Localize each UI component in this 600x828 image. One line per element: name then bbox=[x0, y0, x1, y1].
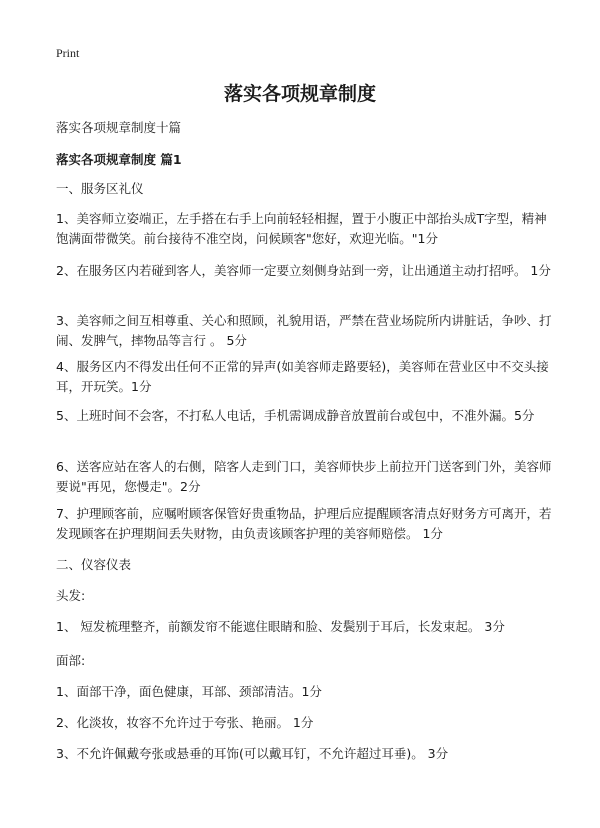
document-title: 落实各项规章制度 bbox=[223, 83, 376, 105]
face-rule-1: 1、面部干净，面色健康，耳部、颈部清洁。1分 bbox=[56, 684, 322, 699]
subheading-hair: 头发: bbox=[56, 588, 86, 603]
rule-6: 6、送客应站在客人的右侧，陪客人走到门口，美容师快步上前拉开门送客到门外，美容师要说"再见，您慢走"。2分 bbox=[56, 459, 552, 494]
face-rule-3: 3、不允许佩戴夸张或悬垂的耳饰(可以戴耳钉，不允许超过耳垂)。 3分 bbox=[56, 746, 449, 761]
document-subtitle: 落实各项规章制度十篇 bbox=[56, 120, 182, 135]
subheading-face: 面部: bbox=[56, 653, 86, 668]
heading-appearance: 二、仪容仪表 bbox=[56, 557, 132, 572]
rule-4: 4、服务区内不得发出任何不正常的异声(如美容师走路要轻)，美容师在营业区中不交头接耳，开玩笑。1分 bbox=[56, 359, 549, 394]
heading-service-etiquette: 一、服务区礼仪 bbox=[56, 181, 144, 196]
rule-2: 2、在服务区内若碰到客人，美容师一定要立刻侧身站到一旁，让出通道主动打招呼。 1分 bbox=[56, 263, 551, 278]
print-link[interactable]: Print bbox=[56, 46, 80, 60]
rule-3: 3、美容师之间互相尊重、关心和照顾，礼貌用语，严禁在营业场院所内讲脏话，争吵、打闹、发脾气，摔物品等言行 。 5分 bbox=[56, 313, 552, 348]
rule-5: 5、上班时间不会客，不打私人电话，手机需调成静音放置前台或包中，不准外漏。5分 bbox=[56, 408, 535, 423]
hair-rule-1: 1、 短发梳理整齐，前额发帘不能遮住眼睛和脸、发鬓别于耳后，长发束起。 3分 bbox=[56, 619, 505, 634]
section-heading: 落实各项规章制度 篇1 bbox=[56, 152, 182, 167]
face-rule-2: 2、化淡妆，妆容不允许过于夸张、艳丽。 1分 bbox=[56, 715, 314, 730]
rule-7: 7、护理顾客前，应嘱咐顾客保管好贵重物品，护理后应提醒顾客清点好财务方可离开，若发现顾客在护理期间丢失财物，由负责该顾客护理的美容师赔偿。 1分 bbox=[56, 506, 552, 541]
rule-1: 1、美容师立姿端正，左手搭在右手上向前轻轻相握，置于小腹正中部抬头成T字型，精神饱满面带微笑。前台接待不准空岗，问候顾客"您好，欢迎光临。"1分 bbox=[56, 211, 547, 246]
